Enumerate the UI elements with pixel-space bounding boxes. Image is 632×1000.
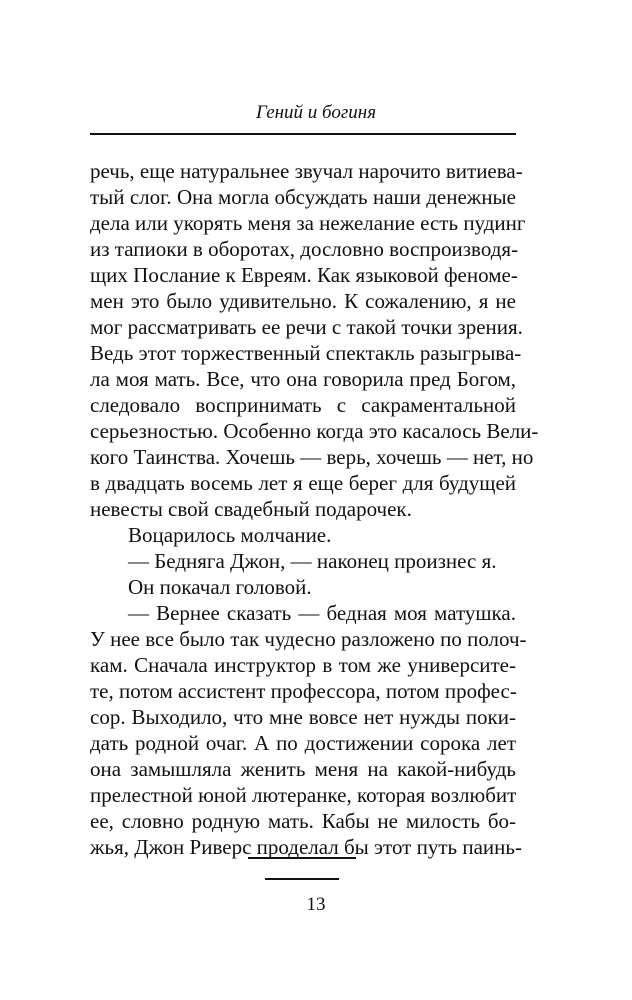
- text-line: в двадцать восемь лет я еще берег для будущей: [90, 471, 516, 495]
- text-line: она замышляла женить меня на какой-нибудь: [90, 757, 516, 781]
- text-line: невесты свой свадебный подарочек.: [90, 497, 412, 521]
- text-line: кам. Сначала инструктор в том же университе-: [90, 653, 516, 677]
- text-line: следовало воспринимать с сакраментальной: [90, 393, 516, 417]
- text-line: — Бедняга Джон, — наконец произнес я.: [128, 549, 497, 573]
- text-line: Он покачал головой.: [128, 575, 312, 599]
- text-line: прелестной юной лютеранке, которая возлюбит: [90, 783, 517, 807]
- text-line: Ведь этот торжественный спектакль разыгрыва-: [90, 341, 522, 365]
- running-header: Гений и богиня: [255, 102, 377, 123]
- text-line: серьезностью. Особенно когда это касалось Вели-: [90, 419, 539, 443]
- header-rule: [90, 133, 516, 135]
- text-line: те, потом ассистент профессора, потом профес-: [90, 679, 517, 703]
- text-line: тый слог. Она могла обсуждать наши денежные: [90, 185, 516, 209]
- text-line: Воцарилось молчание.: [128, 523, 332, 547]
- text-line: дать родной очаг. А по достижении сорока лет: [90, 731, 516, 755]
- text-line: сор. Выходило, что мне вовсе нет нужды поки-: [90, 705, 516, 729]
- text-line: кого Таинства. Хочешь — верь, хочешь — нет, но: [90, 445, 534, 469]
- footer-rule-lower: [265, 878, 339, 880]
- text-line: жья, Джон Риверс проделал бы этот путь паинь-: [90, 835, 522, 859]
- text-line: дела или укорять меня за нежелание есть пудинг: [90, 211, 526, 235]
- text-line: из тапиоки в оборотах, дословно воспроизводя-: [90, 237, 519, 261]
- text-line: У нее все было так чудесно разложено по полоч-: [90, 627, 527, 651]
- text-line: ла моя мать. Все, что она говорила пред Богом,: [90, 367, 516, 391]
- text-line: мен это было удивительно. К сожалению, я не: [90, 289, 516, 313]
- body-text: [90, 158, 539, 860]
- text-line: — Вернее сказать — бедная моя матушка.: [128, 601, 516, 625]
- text-line: ее, словно родную мать. Кабы не милость бо-: [90, 809, 516, 833]
- footer-rule-upper: [248, 857, 356, 859]
- text-line: мог рассматривать ее речи с такой точки зрения.: [90, 315, 523, 339]
- text-line: щих Послание к Евреям. Как языковой феноме-: [90, 263, 518, 287]
- text-line: речь, еще натуральнее звучал нарочито витиева-: [90, 159, 523, 183]
- page-number: 13: [306, 894, 326, 915]
